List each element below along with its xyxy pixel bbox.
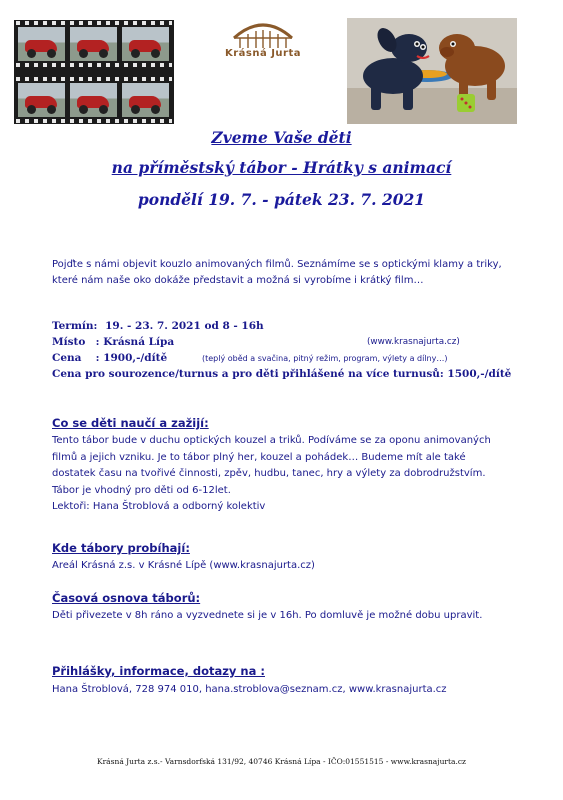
logo-text: Krásná Jurta [224,48,302,59]
learn-line: Tento tábor bude v duchu optických kouzel a triků. Podíváme se za oponu animovaných [52,435,491,446]
learn-text [52,433,522,516]
cena-row [52,352,167,364]
where-text: Areál Krásná z.s. v Krásné Lípě (www.krasnajurta.cz) [52,560,315,571]
schedule-text: Děti přivezete v 8h ráno a vyzvednete si je v 16h. Po domluvě je možné dobu upravit. [52,610,483,621]
misto-label: Místo [52,336,86,348]
title-dates: pondělí 19. 7. - pátek 23. 7. 2021 [137,190,426,209]
termin-value: 19. - 23. 7. 2021 od 8 - 16h [105,320,264,332]
cena-value: : 1900,-/dítě [95,352,168,364]
learn-heading: Co se děti naučí a zažijí: [52,416,209,430]
film-strip-top [14,20,174,68]
termin-row [52,320,264,332]
where-heading: Kde tábory probíhají: [52,541,190,555]
footer: Krásná Jurta z.s.- Varnsdorfská 131/92, 40746 Krásná Lípa - IČO:01551515 - www.krasnajurta.cz [96,757,467,766]
misto-website: (www.krasnajurta.cz) [367,337,460,347]
contact-text: Hana Štroblová, 728 974 010, hana.stroblova@seznam.cz, www.krasnajurta.cz [52,684,447,695]
title-line-2: na příměstský tábor - Hrátky s animací [111,158,452,177]
learn-line: filmů a jejich vzniku. Je to tábor plný her, kouzel a pohádek… Budeme mít ale také [52,451,466,463]
film-strip-image [14,20,174,124]
cena-note: (teplý oběd a svačina, pitný režim, program, výlety a dílny…) [202,354,448,363]
film-strip-bottom [14,76,174,124]
clay-dogs-photo [347,18,517,124]
contact-heading: Přihlášky, informace, dotazy na : [52,664,265,678]
misto-value: : Krásná Lípa [95,336,175,348]
schedule-heading: Časová osnova táborů: [52,591,201,605]
termin-label: Termín: [52,320,98,332]
learn-line: dostatek času na tvořivé činnosti, zpěv, hudbu, tanec, hry a výlety za dobrodružstvím. [52,468,486,479]
title-line-1: Zveme Vaše děti [211,128,352,147]
misto-row [52,336,174,348]
learn-line: Tábor je vhodný pro děti od 6-12let. [52,484,231,496]
cena-label: Cena [52,352,82,364]
sibling-price: Cena pro sourozence/turnus a pro děti přihlášené na více turnusů: 1500,-/dítě [52,368,512,380]
intro-paragraph: Pojďte s námi objevit kouzlo animovaných filmů. Seznámíme se s optickými klamy a triky, které nám naše oko dokáže představit a možná si vyrobíme i krátký film… [52,259,502,286]
learn-line: Lektoři: Hana Štroblová a odborný kolektiv [52,501,266,512]
